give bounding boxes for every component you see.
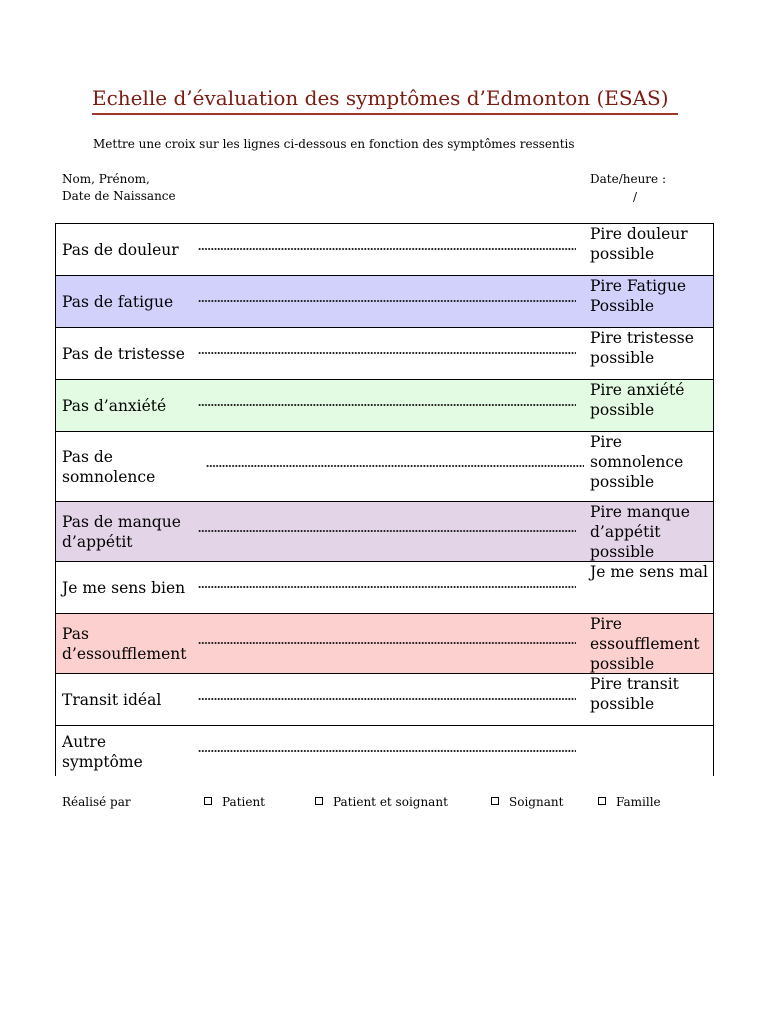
- symptom-row-appetite: [56, 502, 713, 562]
- row-min-label: Pas de douleur: [62, 240, 179, 259]
- symptom-row-other: [56, 726, 713, 777]
- symptom-row-anxiety: [56, 380, 713, 432]
- symptom-row-breathlessness: [56, 614, 713, 674]
- date-time-label: Date/heure :: [590, 172, 666, 186]
- row-min-label: Je me sens bien: [62, 578, 186, 597]
- row-min-label: Pas d’essoufflement: [62, 624, 187, 663]
- checkbox-icon[interactable]: [491, 797, 499, 805]
- row-min-label: Pas de tristesse: [62, 344, 185, 363]
- checkbox-icon[interactable]: [315, 797, 323, 805]
- symptom-row-sadness: [56, 328, 713, 380]
- symptom-row-wellbeing: [56, 562, 713, 614]
- rating-line[interactable]: [198, 247, 576, 251]
- name-label: Nom, Prénom,: [62, 172, 150, 186]
- dob-label: Date de Naissance: [62, 189, 176, 203]
- row-max-label: Pire transit possible: [590, 675, 679, 713]
- option-family[interactable]: [598, 795, 661, 809]
- option-label: Patient et soignant: [333, 795, 448, 809]
- row-max-label: Pire essoufflement possible: [590, 615, 700, 673]
- form-instructions: Mettre une croix sur les lignes ci-dessous en fonction des symptômes ressentis: [93, 137, 575, 151]
- symptom-row-pain: [56, 224, 713, 276]
- symptom-row-transit: [56, 674, 713, 726]
- completed-by-label: Réalisé par: [62, 795, 131, 809]
- option-label: Patient: [222, 795, 266, 809]
- form-title: Echelle d’évaluation des symptômes d’Edmonton (ESAS): [92, 86, 678, 115]
- row-min-label: Pas d’anxiété: [62, 396, 167, 415]
- option-label: Famille: [616, 795, 661, 809]
- option-patient[interactable]: [204, 795, 265, 809]
- rating-line[interactable]: [206, 464, 584, 468]
- checkbox-icon[interactable]: [204, 797, 212, 805]
- option-patient-and-caregiver[interactable]: [315, 795, 448, 809]
- rating-line[interactable]: [198, 351, 576, 355]
- row-max-label: Pire Fatigue Possible: [590, 277, 687, 315]
- rating-line[interactable]: [198, 585, 576, 589]
- option-label: Soignant: [509, 795, 564, 809]
- row-min-label: Autre symptôme: [62, 732, 143, 771]
- symptom-scale-table: [55, 223, 714, 776]
- row-max-label: Pire manque d’appétit possible: [590, 503, 690, 561]
- rating-line[interactable]: [198, 299, 576, 303]
- row-min-label: Pas de somnolence: [62, 447, 156, 486]
- rating-line[interactable]: [198, 697, 576, 701]
- row-max-label: Pire anxiété possible: [590, 381, 685, 419]
- row-min-label: Pas de manque d’appétit: [62, 512, 181, 551]
- row-min-label: Transit idéal: [62, 690, 162, 709]
- row-max-label: Pire somnolence possible: [590, 433, 684, 491]
- row-max-label: Pire tristesse possible: [590, 329, 694, 367]
- checkbox-icon[interactable]: [598, 797, 606, 805]
- rating-line[interactable]: [198, 403, 576, 407]
- completed-by-row: [62, 795, 702, 811]
- rating-line[interactable]: [198, 749, 576, 753]
- row-max-label: Je me sens mal: [590, 563, 708, 581]
- row-min-label: Pas de fatigue: [62, 292, 174, 311]
- row-max-label: Pire douleur possible: [590, 225, 688, 263]
- date-separator: /: [633, 190, 638, 204]
- option-caregiver[interactable]: [491, 795, 563, 809]
- rating-line[interactable]: [198, 641, 576, 645]
- symptom-row-drowsiness: [56, 432, 713, 502]
- symptom-row-fatigue: [56, 276, 713, 328]
- rating-line[interactable]: [198, 529, 576, 533]
